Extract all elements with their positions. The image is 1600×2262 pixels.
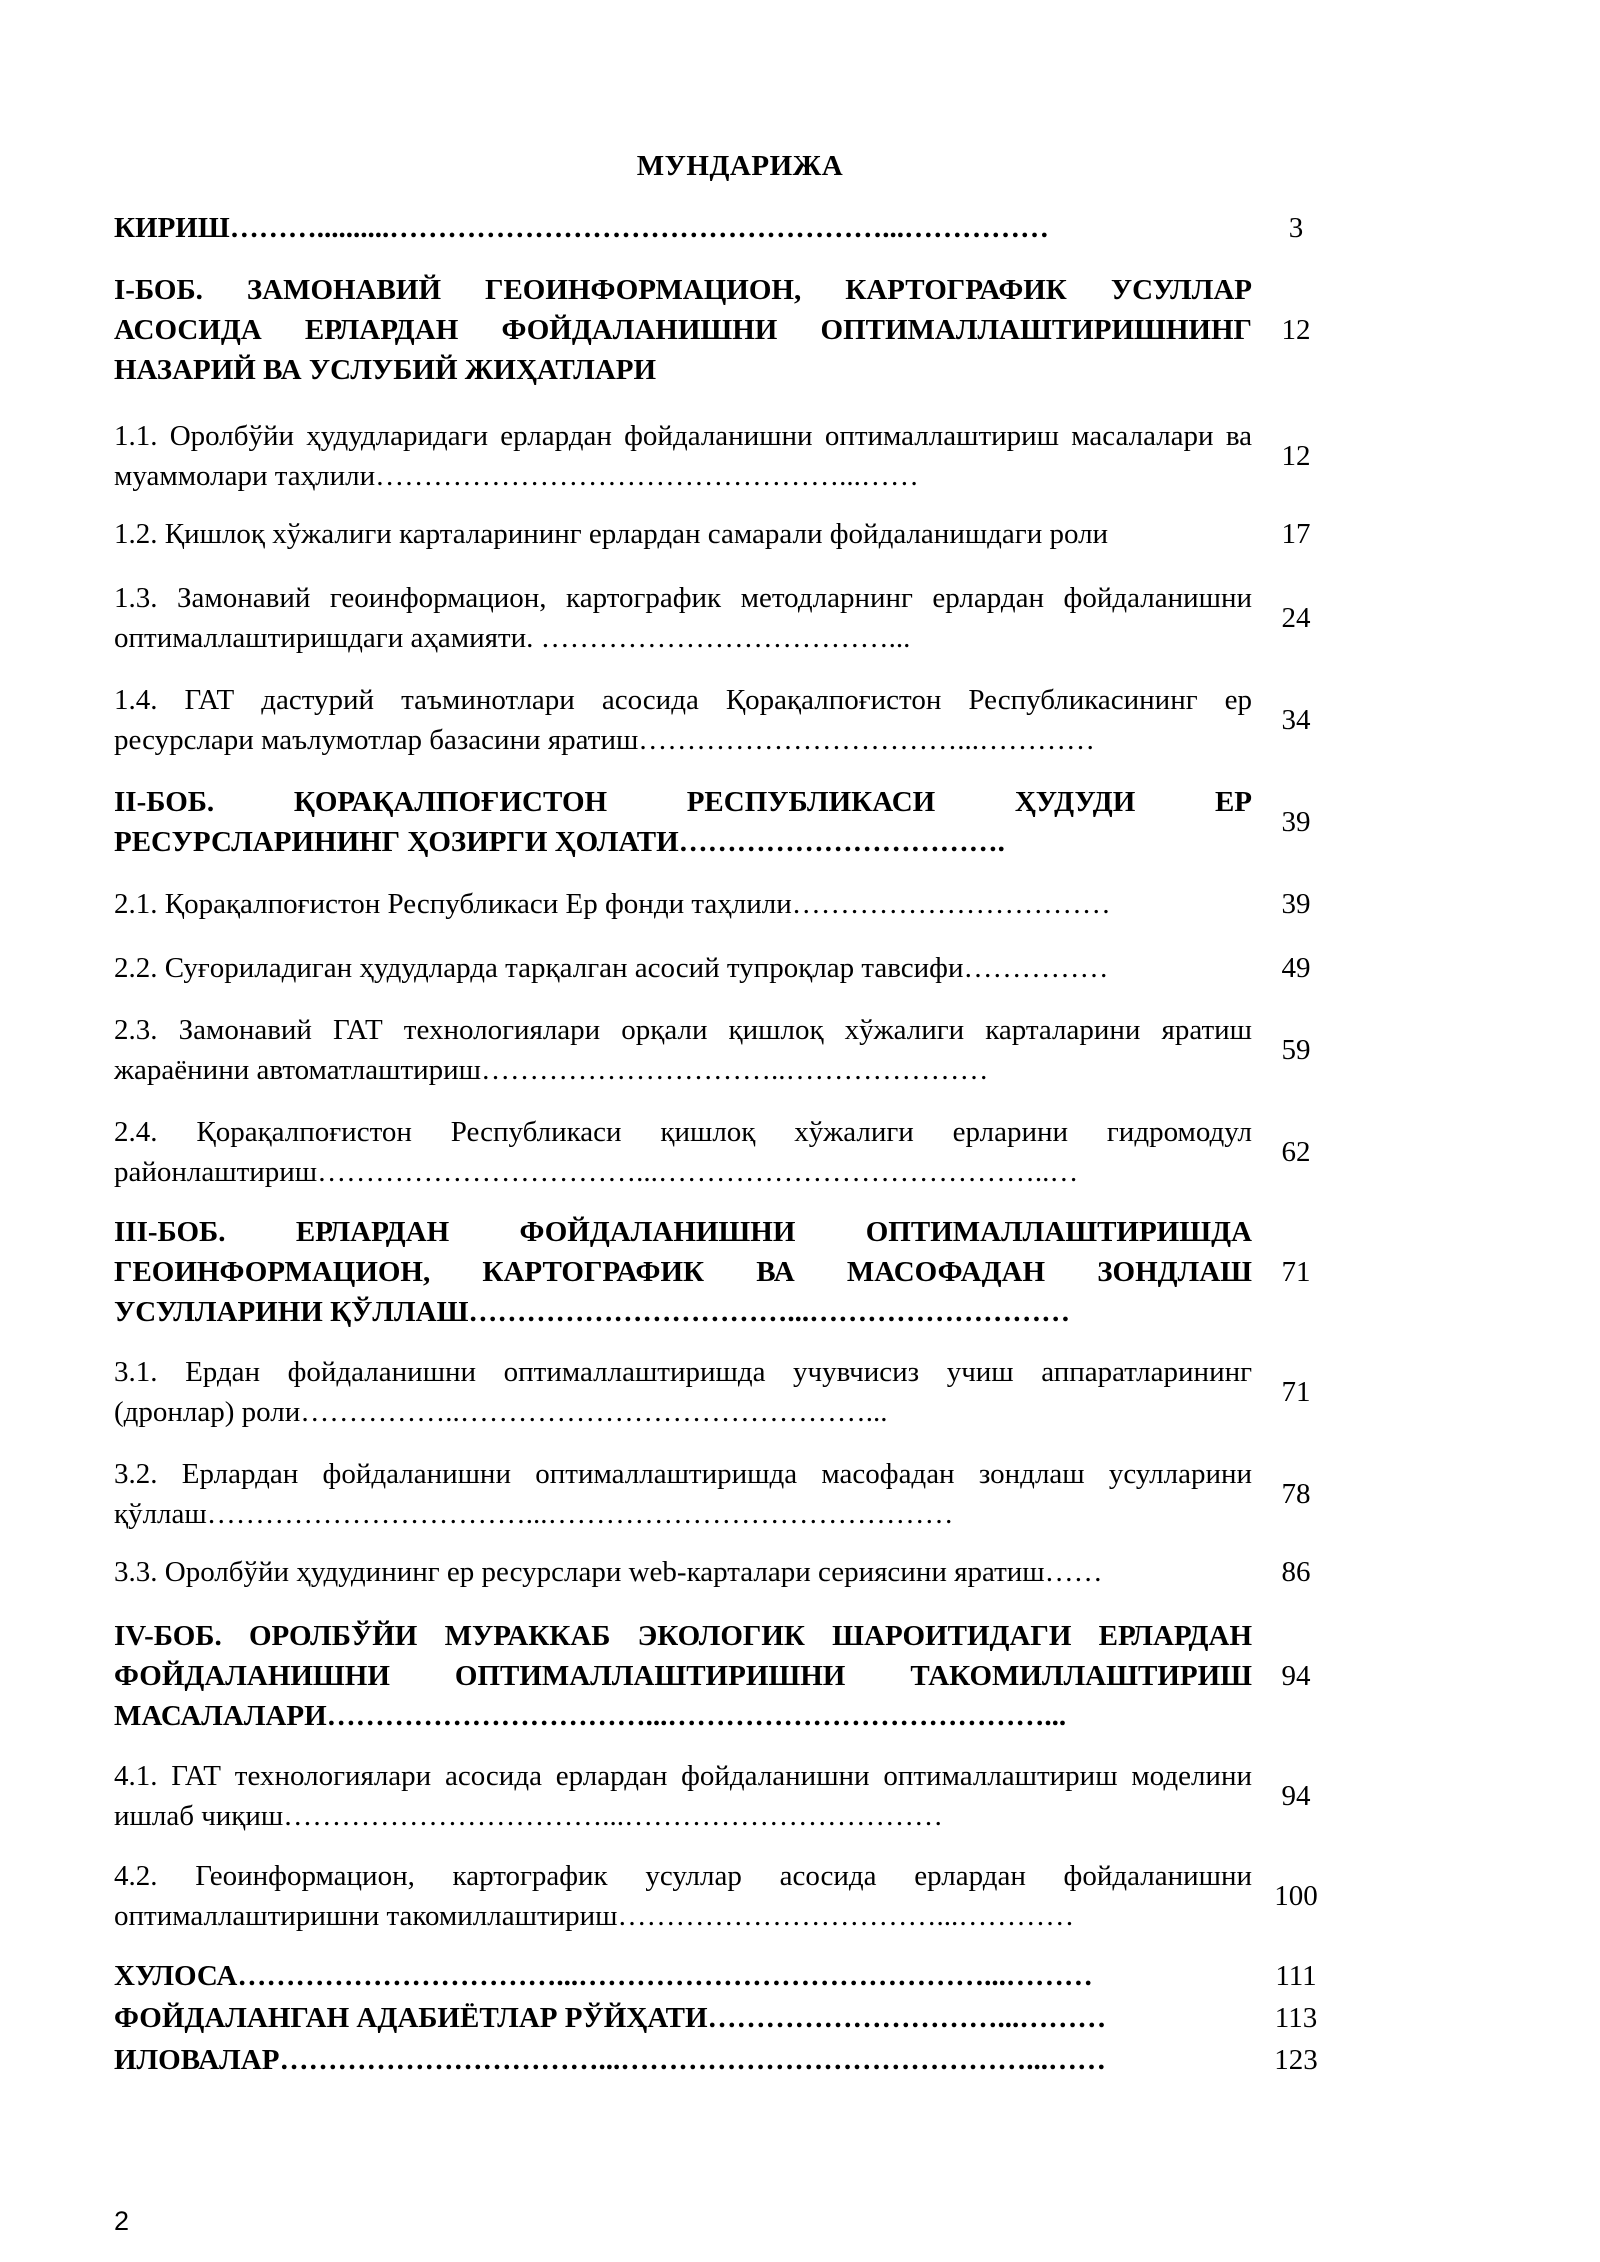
- toc-entry-text: 3.2. Ерлардан фойдаланишни оптималлаштиришда масофадан зондлаш усулларини қўллаш……………………………...……………………………………: [114, 1458, 1252, 1530]
- toc-entry-text: 2.1. Қорақалпоғистон Республикаси Ер фонди таҳлили……………………………: [114, 888, 1111, 920]
- toc-entry-2-1: [114, 884, 1336, 924]
- toc-entry-3-1: [114, 1352, 1336, 1432]
- toc-entry-page: 86: [1281, 1556, 1311, 1588]
- toc-entry-text: 3.3. Оролбўйи ҳудудининг ер ресурслари web-карталари сериясини яратиш……: [114, 1556, 1103, 1588]
- toc-entry-text: КИРИШ………..........……………………………………………...……………: [114, 212, 1049, 244]
- toc-entry-4-1: [114, 1756, 1336, 1836]
- toc-entry-text: 4.2. Геоинформацион, картографик усуллар асосида ерлардан фойдаланишни оптималлаштиришни такомиллаштириш……………………………...…………: [114, 1860, 1252, 1932]
- toc-entry-1-1: [114, 416, 1336, 496]
- toc-entry-text: IV-БОБ. ОРОЛБЎЙИ МУРАККАБ ЭКОЛОГИК ШАРОИТИДАГИ ЕРЛАРДАН ФОЙДАЛАНИШНИ ОПТИМАЛЛАШТИРИШНИ ТАКОМИЛЛАШТИРИШ МАСАЛАЛАРИ……………………………...…………………………………...: [114, 1620, 1252, 1732]
- toc-entry-2-3: [114, 1010, 1336, 1090]
- toc-entry-page: 71: [1281, 1376, 1311, 1408]
- toc-entry-page: 100: [1274, 1880, 1318, 1912]
- toc-entry-text: ФОЙДАЛАНГАН АДАБИЁТЛАР РЎЙҲАТИ…………………………...………: [114, 2002, 1107, 2034]
- toc-entry-introduction: [114, 208, 1336, 248]
- toc-entry-page: 34: [1281, 704, 1311, 736]
- toc-entry-page: 12: [1281, 314, 1311, 346]
- toc-entry-4-2: [114, 1856, 1336, 1936]
- toc-entry-page: 123: [1274, 2044, 1318, 2076]
- toc-entry-chapter-4: [114, 1616, 1336, 1736]
- toc-entry-conclusion: [114, 1956, 1336, 1996]
- toc-entry-page: 17: [1281, 518, 1311, 550]
- toc-entry-text: 4.1. ГАТ технологиялари асосида ерлардан фойдаланишни оптималлаштириш моделини ишлаб чиқиш……………………………...……………………………: [114, 1760, 1252, 1832]
- toc-entry-text: 1.4. ГАТ дастурий таъминотлари асосида Қорақалпоғистон Республикасининг ер ресурслари маълумотлар базасини яратиш……………………………...…………: [114, 684, 1252, 756]
- toc-entry-page: 24: [1281, 602, 1311, 634]
- page-number: 2: [114, 2206, 130, 2236]
- toc-entry-text: ИЛОВАЛАР……………………………...……………………………………...……: [114, 2044, 1106, 2076]
- toc-entry-3-3: [114, 1552, 1336, 1592]
- toc-entry-text: 2.3. Замонавий ГАТ технологиялари орқали қишлоқ хўжалиги карталарини яратиш жараёнини автоматлаштириш…………………………..…………………: [114, 1014, 1252, 1086]
- toc-entry-page: 113: [1274, 2002, 1318, 2034]
- toc-entry-text: 1.2. Қишлоқ хўжалиги карталарининг ерлардан самарали фойдаланишдаги роли: [114, 518, 1109, 550]
- toc-entry-1-4: [114, 680, 1336, 760]
- toc-entry-text: 1.3. Замонавий геоинформацион, картографик методларнинг ерлардан фойдаланишни оптималлаштиришдаги аҳамияти. ………………………………...: [114, 582, 1252, 654]
- toc-entry-2-2: [114, 948, 1336, 988]
- toc-entry-chapter-3: [114, 1212, 1336, 1332]
- toc-entry-text: III-БОБ. ЕРЛАРДАН ФОЙДАЛАНИШНИ ОПТИМАЛЛАШТИРИШДА ГЕОИНФОРМАЦИОН, КАРТОГРАФИК ВА МАСОФАДАН ЗОНДЛАШ УСУЛЛАРИНИ ҚЎЛЛАШ……………………………...………………………: [114, 1216, 1252, 1328]
- toc-entry-text: 3.1. Ердан фойдаланишни оптималлаштиришда учувчисиз учиш аппаратларининг (дронлар) роли……………..……………………………………...: [114, 1356, 1252, 1428]
- toc-entry-text: ХУЛОСА……………………………...……………………………………...………: [114, 1960, 1093, 1992]
- toc-entry-text: II-БОБ. ҚОРАҚАЛПОҒИСТОН РЕСПУБЛИКАСИ ҲУДУДИ ЕР РЕСУРСЛАРИНИНГ ҲОЗИРГИ ҲОЛАТИ…………………………….: [114, 786, 1252, 858]
- toc-entry-text: 1.1. Оролбўйи ҳудудларидаги ерлардан фойдаланишни оптималлаштириш масалалари ва муаммолари таҳлили…………………………………………...……: [114, 420, 1252, 492]
- toc-entry-page: 59: [1281, 1034, 1311, 1066]
- page-title: МУНДАРИЖА: [636, 150, 844, 182]
- toc-entry-appendices: [114, 2040, 1336, 2080]
- toc-entry-1-2: [114, 514, 1336, 554]
- toc-entry-page: 78: [1281, 1478, 1311, 1510]
- toc-entry-page: 39: [1281, 888, 1311, 920]
- toc-entry-chapter-2: [114, 782, 1336, 862]
- toc-entry-text: 2.4. Қорақалпоғистон Республикаси қишлоқ хўжалиги ерларини гидромодул районлаштириш……………………………...…………………………………..…: [114, 1116, 1252, 1188]
- toc-entry-3-2: [114, 1454, 1336, 1534]
- toc-entry-1-3: [114, 578, 1336, 658]
- toc-entry-page: 111: [1275, 1960, 1317, 1992]
- toc-entry-page: 94: [1281, 1660, 1311, 1692]
- toc-entry-page: 71: [1281, 1256, 1311, 1288]
- toc-entry-page: 62: [1281, 1136, 1311, 1168]
- toc-entry-text: 2.2. Суғориладиган ҳудудларда тарқалган асосий тупроқлар тавсифи……………: [114, 952, 1109, 984]
- toc-entry-text: I-БОБ. ЗАМОНАВИЙ ГЕОИНФОРМАЦИОН, КАРТОГРАФИК УСУЛЛАР АСОСИДА ЕРЛАРДАН ФОЙДАЛАНИШНИ ОПТИМАЛЛАШТИРИШНИНГ НАЗАРИЙ ВА УСЛУБИЙ ЖИҲАТЛАРИ: [114, 274, 1252, 386]
- toc-entry-page: 3: [1288, 212, 1304, 244]
- toc-entry-references: [114, 1998, 1336, 2038]
- toc-entry-page: 39: [1281, 806, 1311, 838]
- toc-entry-2-4: [114, 1112, 1336, 1192]
- toc-entry-page: 94: [1281, 1780, 1311, 1812]
- toc-entry-page: 49: [1281, 952, 1311, 984]
- toc-entry-chapter-1: [114, 270, 1336, 390]
- toc-entry-page: 12: [1281, 440, 1311, 472]
